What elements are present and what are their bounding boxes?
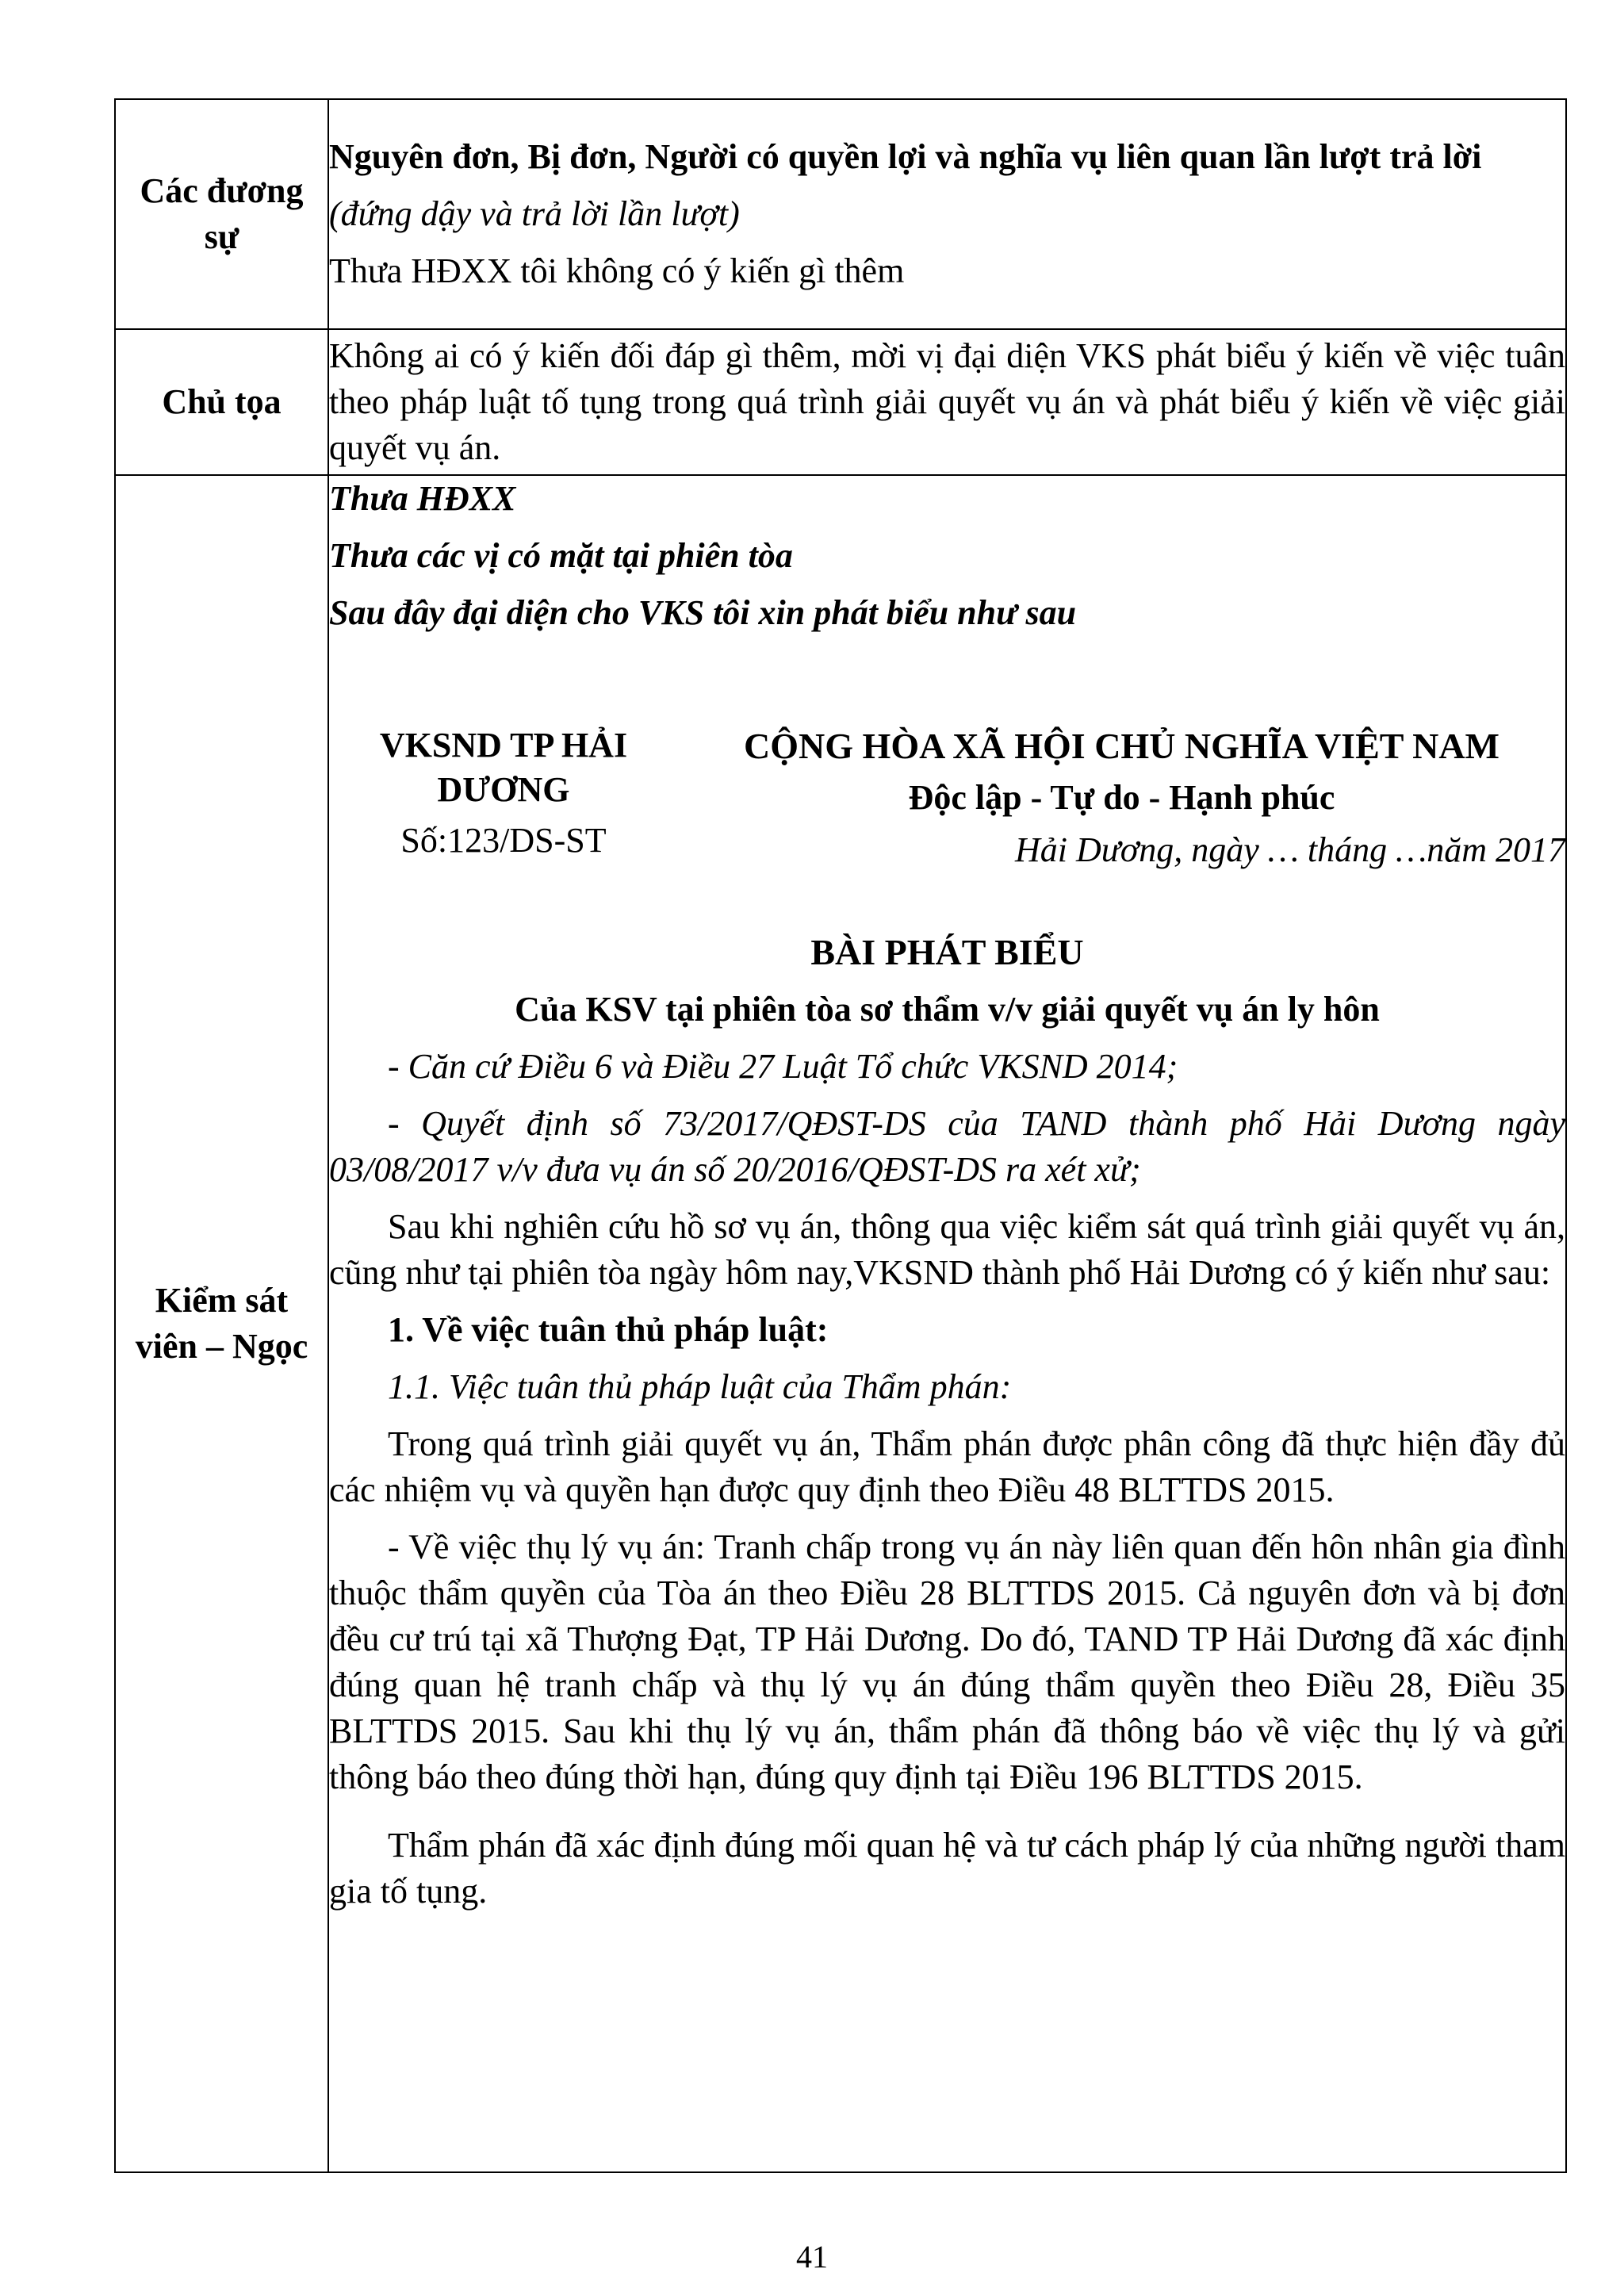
subsection-heading: 1.1. Việc tuân thủ pháp luật của Thẩm phán: [388,1367,1012,1406]
content-cell [328,475,1566,2172]
body-paragraph: - Về việc thụ lý vụ án: Tranh chấp trong vụ án này liên quan đến hôn nhân gia đình thuộc thẩm quyền của Tòa án theo Điều 28 BLTTDS 2015. Cả nguyên đơn và bị đơn đều cư trú tại xã Thượng Đạt, TP Hải Dương. Do đó, TAND TP Hải Dương đã xác định đúng quan hệ tranh chấp và thụ lý vụ án đúng thẩm quyền theo Điều 28, Điều 35 BLTTDS 2015. Sau khi thụ lý vụ án, thẩm phán đã thông báo về việc thụ lý và gửi thông báo theo đúng thời hạn, đúng quy định tại Điều 196 BLTTDS 2015. [329,1527,1565,1796]
response-line: Thưa HĐXX tôi không có ý kiến gì thêm [329,251,905,290]
national-motto: Độc lập - Tự do - Hạnh phúc [908,778,1335,817]
address-line: Thưa các vị có mặt tại phiên tòa [329,536,793,575]
legal-basis: - Quyết định số 73/2017/QĐST-DS của TAND thành phố Hải Dương ngày 03/08/2017 v/v đưa vụ án số 20/2016/QĐST-DS ra xét xử; [329,1104,1565,1189]
legal-basis: - Căn cứ Điều 6 và Điều 27 Luật Tổ chức VKSND 2014; [388,1047,1178,1086]
speaker-label: Các đương sự [140,171,304,256]
body-paragraph: Thẩm phán đã xác định đúng mối quan hệ và tư cách pháp lý của những người tham gia tố tụng. [329,1826,1565,1911]
hearing-script-table [114,98,1567,2173]
document-header [329,723,1565,872]
address-line: Thưa HĐXX [329,479,516,518]
document-number: Số:123/DS-ST [400,821,607,860]
issuer-block [329,723,678,872]
speaker-label: Kiểm sát viên – Ngọc [135,1281,308,1366]
chair-statement: Không ai có ý kiến đối đáp gì thêm, mời vị đại diện VKS phát biểu ý kiến về việc tuân theo pháp luật tố tụng trong quá trình giải quyết vụ án và phát biểu ý kiến về việc giải quyết vụ án. [329,336,1565,467]
table-row [115,99,1566,329]
issuer-name: VKSND TP HẢI DƯƠNG [379,726,628,809]
table-row [115,329,1566,475]
body-paragraph: Trong quá trình giải quyết vụ án, Thẩm phán được phân công đã thực hiện đầy đủ các nhiệm vụ và quyền hạn được quy định theo Điều 48 BLTTDS 2015. [329,1424,1565,1509]
document-title: BÀI PHÁT BIỂU [810,932,1084,972]
content-cell [328,99,1566,329]
section-heading: 1. Về việc tuân thủ pháp luật: [388,1310,829,1349]
content-cell [328,329,1566,475]
speaker-cell [115,329,328,475]
document-subtitle: Của KSV tại phiên tòa sơ thẩm v/v giải quyết vụ án ly hôn [515,990,1380,1029]
national-heading [678,723,1565,872]
table-row [115,475,1566,2172]
intro-paragraph: Sau khi nghiên cứu hồ sơ vụ án, thông qua việc kiểm sát quá trình giải quyết vụ án, cũng như tại phiên tòa ngày hôm nay,VKSND thành phố Hải Dương có ý kiến như sau: [329,1207,1565,1292]
speaker-label: Chủ tọa [162,382,282,421]
document-date: Hải Dương, ngày … tháng …năm 2017 [1014,830,1565,869]
stage-direction: (đứng dậy và trả lời lần lượt) [329,194,740,233]
page-number: 41 [796,2239,828,2275]
instruction-line: Nguyên đơn, Bị đơn, Người có quyền lợi và nghĩa vụ liên quan lần lượt trả lời [329,137,1482,176]
speaker-cell [115,99,328,329]
speaker-cell [115,475,328,2172]
nation-name: CỘNG HÒA XÃ HỘI CHỦ NGHĨA VIỆT NAM [744,726,1500,766]
address-line: Sau đây đại diện cho VKS tôi xin phát biểu như sau [329,593,1077,632]
